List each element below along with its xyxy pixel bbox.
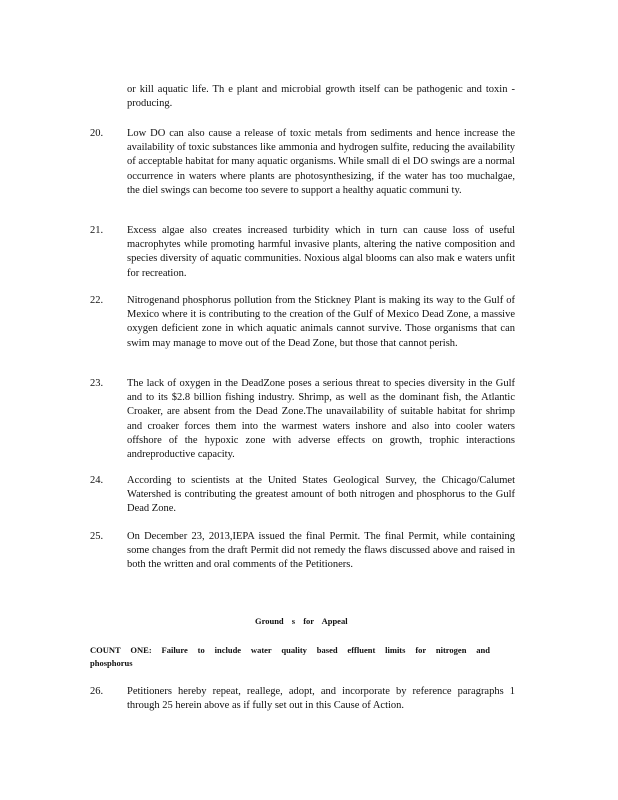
paragraph-text: Low DO can also cause a release of toxic metals from sediments and hence increase the availability of toxic substances like ammonia and hydrogen sulfite, reducing the availability of acceptable habitat for many aquatic organisms. While small di el DO swings are a normal occurrence in waters where plants are photosynthesizing, if the water has too muchalgae, the diel swings can become too severe to support a healthy aquatic communi ty. (127, 128, 515, 196)
paragraph-number: 26. (90, 686, 104, 697)
paragraph-text: Petitioners hereby repeat, reallege, adopt, and incorporate by reference paragraphs 1 through 25 herein above as if fully set out in this Cause of Action. (127, 686, 515, 712)
paragraph-number: 21. (90, 225, 104, 236)
paragraph-text: According to scientists at the United States Geological Survey, the Chicago/Calumet Watershed is contributing the greatest amount of both nitrogen and phosphorus to the Gulf Dead Zone. (127, 475, 515, 515)
paragraph-text: Excess algae also creates increased turbidity which in turn can cause loss of useful macrophytes while promoting harmful invasive plants, altering the native composition and species diversity of aquatic communities. Noxious algal blooms can also mak e waters unfit for recreation. (127, 225, 515, 279)
continued-paragraph: or kill aquatic life. Th e plant and microbial growth itself can be pathogenic and toxin -producing. (127, 84, 515, 110)
paragraph-text: Nitrogenand phosphorus pollution from the Stickney Plant is making its way to the Gulf of Mexico where it is contributing to the creation of the Gulf of Mexico Dead Zone, a massive oxygen deficient zone in which aquatic animals cannot survive. Those organisms that can swim may manage to move out of the Dead Zone, but those that cannot perish. (127, 295, 515, 349)
paragraph-number: 24. (90, 475, 104, 486)
paragraph-text: On December 23, 2013,IEPA issued the final Permit. The final Permit, while containing some changes from the draft Permit did not remedy the flaws discussed above and raised in both the written and oral comments of the Petitioners. (127, 531, 515, 571)
paragraph-number: 25. (90, 531, 104, 542)
paragraph-number: 23. (90, 378, 104, 389)
section-heading: Ground s for Appeal (255, 616, 348, 626)
count-heading: COUNT ONE: Failure to include water quality based effluent limits for nitrogen and phosphorus (90, 645, 490, 668)
paragraph-number: 22. (90, 295, 104, 306)
paragraph-number: 20. (90, 128, 104, 139)
paragraph-text: The lack of oxygen in the DeadZone poses a serious threat to species diversity in the Gulf and to its $2.8 billion fishing industry. Shrimp, as well as the dominant fish, the Atlantic Croaker, are absent from the Dead Zone.The unavailability of suitable habitat for shrimp and croaker forces them into the warmest waters inshore and also into cooler waters offshore of the hypoxic zone with adverse effects on growth, trophic interactions andreproductive capacity. (127, 378, 515, 461)
